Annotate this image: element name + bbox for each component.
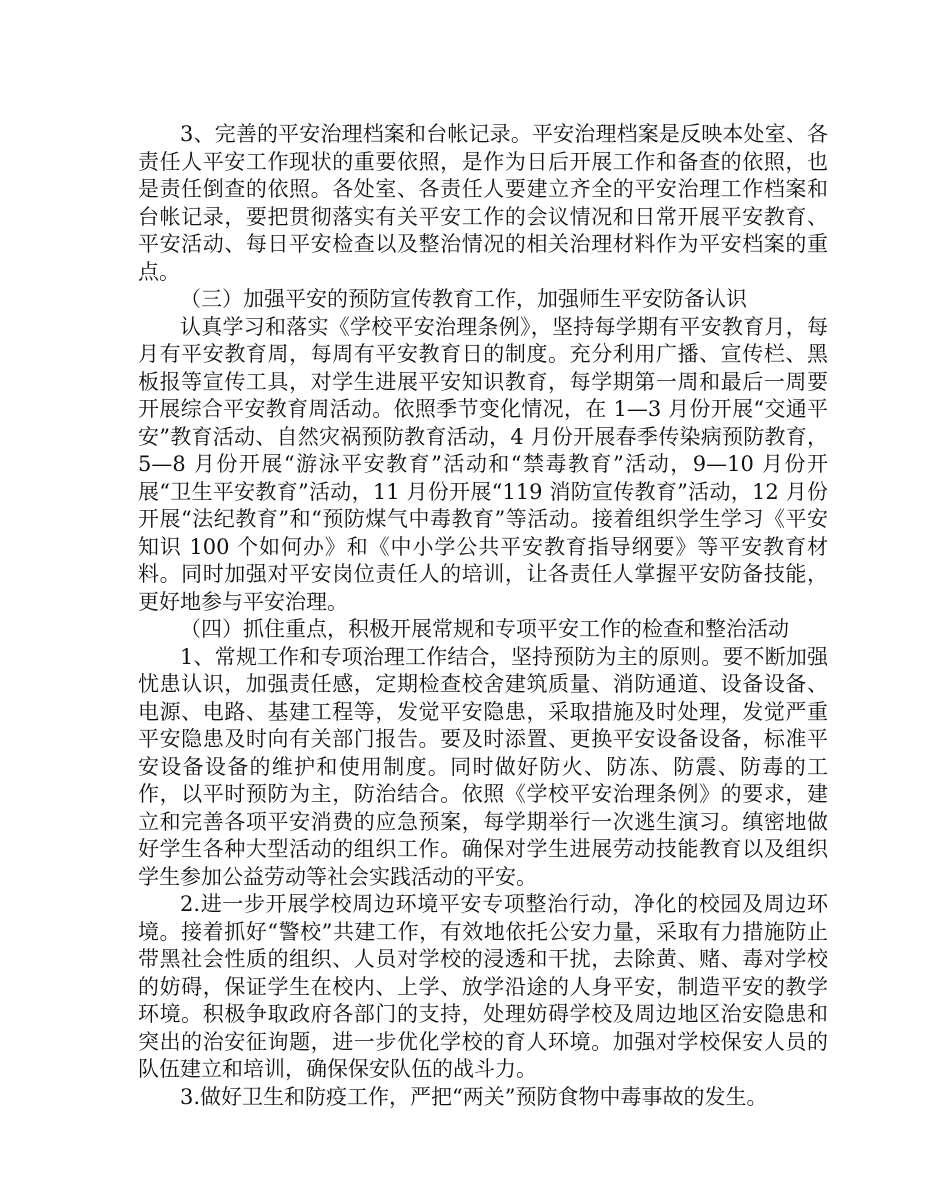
paragraph-routine-inspection: 1、常规工作和专项治理工作结合，坚持预防为主的原则。要不断加强忧患认识，加强责任感，定期检查校舍建筑质量、消防通道、设备设备、电源、电路、基建工程等，发觉平安隐患，采取措施及时处理，发觉严重平安隐患及时向有关部门报告。要及时添置、更换平安设备设备，标准平安设备设备的维护和使用制度。同时做好防火、防冻、防震、防毒的工作，以平时预防为主，防治结合。依照《学校平安治理条例》的要求，建立和完善各项平安消费的应急预案，每学期举行一次逃生演习。缜密地做好学生各种大型活动的组织工作。确保对学生进展劳动技能教育以及组织学生参加公益劳动等社会实践活动的平安。 (138, 644, 828, 889)
paragraph-safety-education: 认真学习和落实《学校平安治理条例》，坚持每学期有平安教育月，每月有平安教育周，每周有平安教育日的制度。充分利用广播、宣传栏、黑板报等宣传工具，对学生进展平安知识教育，每学期第一周和最后一周要开展综合平安教育周活动。依照季节变化情况，在 1—3 月份开展“交通平安”教育活动、自然灾祸预防教育活动，4 月份开展春季传染病预防教育，5—8 月份开展“游泳平安教育”活动和“禁毒教育”活动，9—10 月份开展“卫生平安教育”活动，11 月份开展“119 消防宣传教育”活动，12 月份开展“法纪教育”和“预防煤气中毒教育”等活动。接着组织学生学习《平安知识 100 个如何办》和《中小学公共平安教育指导纲要》等平安教育材料。同时加强对平安岗位责任人的培训，让各责任人掌握平安防备技能，更好地参与平安治理。 (138, 314, 828, 614)
paragraph-archive-records: 3、完善的平安治理档案和台帐记录。平安治理档案是反映本处室、各责任人平安工作现状的重要依照，是作为日后开展工作和备查的依照，也是责任倒查的依照。各处室、各责任人要建立齐全的平安治理工作档案和台帐记录，要把贯彻落实有关平安工作的会议情况和日常开展平安教育、平安活动、每日平安检查以及整治情况的相关治理材料作为平安档案的重点。 (138, 122, 828, 284)
paragraph-hygiene-epidemic: 3.做好卫生和防疫工作，严把“两关”预防食物中毒事故的发生。 (180, 1084, 768, 1109)
paragraph-campus-environment: 2.进一步开展学校周边环境平安专项整治行动，净化的校园及周边环境。接着抓好“警校”共建工作，有效地依托公安力量，采取有力措施防止带黑社会性质的组织、人员对学校的浸透和干扰，去除黄、赌、毒对学校的妨碍，保证学生在校内、上学、放学沿途的人身平安，制造平安的教学环境。积极争取政府各部门的支持，处理妨碍学校及周边地区治安隐患和突出的治安征询题，进一步优化学校的育人环境。加强对学校保安人员的队伍建立和培训，确保保安队伍的战斗力。 (138, 892, 828, 1081)
section-heading-three: （三）加强平安的预防宣传教育工作，加强师生平安防备认识 (180, 287, 747, 311)
section-heading-four: （四）抓住重点，积极开展常规和专项平安工作的检查和整治活动 (180, 617, 789, 641)
document-body (138, 121, 828, 1111)
